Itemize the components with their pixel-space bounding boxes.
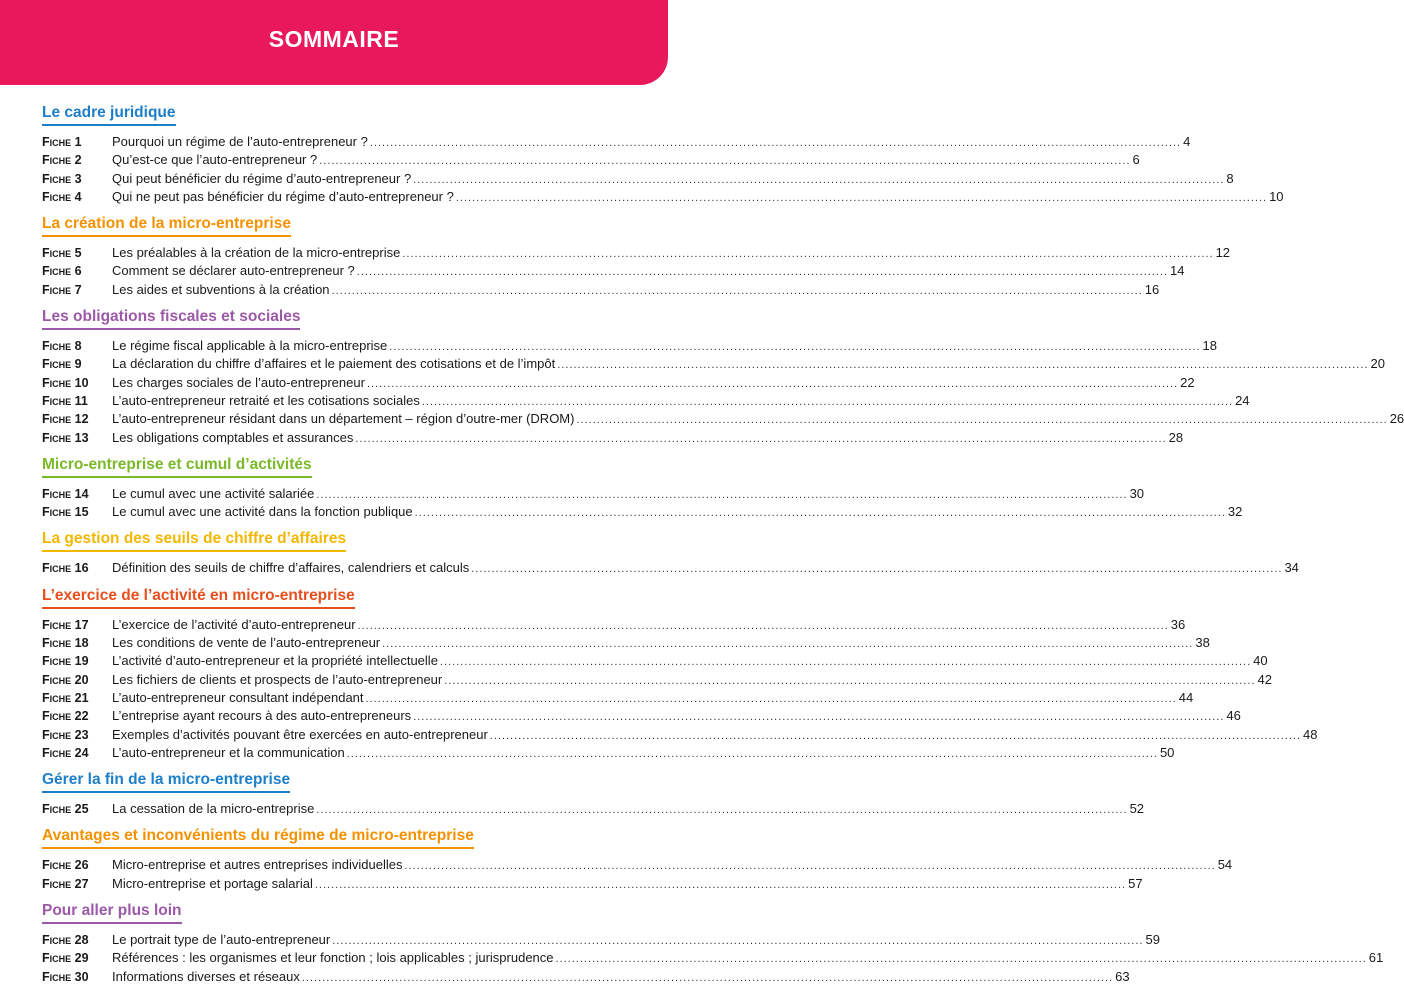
page-number: 10	[1269, 188, 1284, 204]
fiche-number: Fiche 27	[42, 876, 89, 891]
toc-entry[interactable]	[42, 875, 1143, 893]
page-number: 63	[1115, 968, 1130, 984]
page-number: 61	[1368, 950, 1384, 966]
toc-section	[42, 530, 1299, 577]
dot-leader	[456, 188, 1267, 207]
fiche-number: Fiche 26	[42, 858, 89, 873]
toc-entry[interactable]	[42, 262, 1185, 280]
toc-section	[42, 827, 1233, 893]
entry-title: Références : les organismes et leur fonction ; lois applicables ; jurisprudence	[112, 950, 554, 966]
page-number: 36	[1170, 616, 1186, 632]
fiche-number: Fiche 2	[42, 153, 82, 168]
dot-leader	[382, 634, 1193, 653]
entry-title: Le régime fiscal applicable à la micro-entreprise	[112, 338, 388, 354]
fiche-number: Fiche 18	[42, 636, 89, 651]
page-number: 38	[1195, 635, 1210, 651]
toc-entry[interactable]	[42, 726, 1318, 744]
fiche-number: Fiche 24	[42, 745, 89, 760]
fiche-number: Fiche 15	[42, 505, 89, 520]
page-number: 6	[1132, 152, 1140, 168]
entry-title: Exemples d’activités pouvant être exercées en auto-entrepreneur	[112, 726, 488, 742]
section-heading[interactable]: La gestion des seuils de chiffre d’affaires	[42, 530, 346, 552]
page-number: 14	[1170, 263, 1185, 279]
page-number: 40	[1253, 653, 1268, 669]
page-number: 44	[1178, 689, 1194, 705]
toc-entry[interactable]	[42, 355, 1385, 373]
fiche-number: Fiche 9	[42, 357, 82, 372]
dot-leader	[444, 671, 1255, 690]
entry-title: L’auto-entrepreneur et la communication	[112, 744, 345, 760]
entry-title: L’activité d’auto-entrepreneur et la propriété intellectuelle	[112, 653, 438, 669]
toc-section	[42, 771, 1145, 818]
page-number: 50	[1159, 744, 1175, 760]
entry-title: Qui peut bénéficier du régime d’auto-entrepreneur ?	[112, 170, 412, 186]
fiche-number: Fiche 12	[42, 412, 89, 427]
dot-leader	[557, 355, 1368, 374]
dot-leader	[576, 410, 1387, 429]
dot-leader	[357, 262, 1168, 281]
page-number: 32	[1227, 504, 1243, 520]
header-banner	[0, 0, 668, 85]
entry-title: Le cumul avec une activité salariée	[112, 485, 315, 501]
fiche-number: Fiche 29	[42, 951, 89, 966]
toc-section	[42, 215, 1231, 299]
toc-entry[interactable]	[42, 671, 1272, 689]
entry-title: Informations diverses et réseaux	[112, 968, 300, 984]
dot-leader	[415, 503, 1226, 522]
page-number: 42	[1257, 671, 1272, 687]
fiche-number: Fiche 1	[42, 135, 82, 149]
toc-entry[interactable]	[42, 949, 1384, 967]
dot-leader	[490, 726, 1301, 745]
entry-title: L’auto-entrepreneur retraité et les cotisations sociales	[112, 392, 420, 408]
toc-entry[interactable]	[42, 410, 1404, 428]
toc-entry[interactable]	[42, 429, 1184, 447]
fiche-number: Fiche 23	[42, 727, 89, 742]
section-heading[interactable]: Micro-entreprise et cumul d’activités	[42, 456, 312, 478]
toc-entry[interactable]	[42, 503, 1243, 521]
toc-entry[interactable]	[42, 689, 1194, 707]
fiche-number: Fiche 11	[42, 393, 88, 408]
toc-entry[interactable]	[42, 374, 1195, 392]
dot-leader	[370, 133, 1181, 152]
page-number: 57	[1128, 875, 1143, 891]
entry-title: Les aides et subventions à la création	[112, 281, 330, 297]
fiche-number: Fiche 8	[42, 339, 82, 354]
page-number: 46	[1226, 708, 1241, 724]
dot-leader	[367, 374, 1178, 393]
toc-entry[interactable]	[42, 151, 1140, 169]
dot-leader	[440, 652, 1251, 671]
dot-leader	[556, 949, 1367, 968]
toc-entry[interactable]	[42, 931, 1160, 949]
fiche-number: Fiche 25	[42, 802, 89, 817]
toc-entry[interactable]	[42, 744, 1175, 762]
dot-leader	[355, 429, 1166, 448]
dot-leader	[316, 485, 1127, 504]
fiche-number: Fiche 6	[42, 264, 82, 279]
toc-entry[interactable]	[42, 170, 1234, 188]
dot-leader	[471, 559, 1282, 578]
entry-title: La cessation de la micro-entreprise	[112, 801, 315, 817]
toc-entry[interactable]	[42, 968, 1130, 986]
page-number: 16	[1144, 281, 1160, 297]
toc-section	[42, 902, 1384, 986]
entry-title: Définition des seuils de chiffre d’affaires, calendriers et calculs	[112, 560, 470, 576]
entry-title: Les conditions de vente de l’auto-entrepreneur	[112, 635, 381, 651]
entry-title: L’entreprise ayant recours à des auto-entrepreneurs	[112, 708, 412, 724]
page-number: 22	[1180, 374, 1195, 390]
dot-leader	[315, 875, 1126, 894]
section-heading[interactable]: La création de la micro-entreprise	[42, 215, 291, 237]
toc-section	[42, 104, 1284, 206]
page-number: 52	[1129, 801, 1145, 817]
entry-title: Comment se déclarer auto-entrepreneur ?	[112, 263, 355, 279]
page-number: 24	[1235, 392, 1250, 408]
fiche-number: Fiche 30	[42, 969, 89, 984]
entry-title: Les obligations comptables et assurances	[112, 429, 354, 445]
toc-entry[interactable]	[42, 244, 1231, 262]
page-title: SOMMAIRE	[268, 26, 400, 52]
toc-entry[interactable]	[42, 616, 1186, 634]
toc-entry[interactable]	[42, 392, 1250, 410]
toc-section	[42, 455, 1243, 522]
toc-entry[interactable]	[42, 652, 1268, 670]
fiche-number: Fiche 20	[42, 672, 89, 687]
entry-title: L’auto-entrepreneur résidant dans un département – région d’outre-mer (DROM)	[112, 411, 575, 427]
entry-title: L’auto-entrepreneur consultant indépendant	[112, 689, 364, 705]
section-heading[interactable]: Avantages et inconvénients du régime de micro-entreprise	[42, 827, 474, 849]
dot-leader	[332, 931, 1143, 950]
entry-title: Pourquoi un régime de l’auto-entrepreneur ?	[112, 134, 368, 149]
dot-leader	[413, 170, 1224, 189]
entry-title: Les fichiers de clients et prospects de l’auto-entrepreneur	[112, 671, 443, 687]
fiche-number: Fiche 10	[42, 375, 89, 390]
fiche-number: Fiche 13	[42, 430, 89, 445]
page-number: 20	[1370, 356, 1385, 372]
page-number: 26	[1389, 411, 1404, 427]
fiche-number: Fiche 4	[42, 189, 82, 204]
section-heading[interactable]: Gérer la fin de la micro-entreprise	[42, 771, 290, 793]
fiche-number: Fiche 7	[42, 282, 82, 297]
fiche-number: Fiche 5	[42, 246, 82, 261]
section-heading[interactable]: Le cadre juridique	[42, 104, 176, 126]
dot-leader	[366, 689, 1177, 708]
entry-title: L’exercice de l’activité d’auto-entrepreneur	[112, 616, 356, 632]
dot-leader	[319, 151, 1130, 170]
dot-leader	[358, 616, 1169, 635]
page-number: 30	[1129, 485, 1145, 501]
toc-entry[interactable]	[42, 133, 1191, 151]
fiche-number: Fiche 14	[42, 486, 89, 501]
page-number: 4	[1183, 134, 1191, 149]
page-number: 28	[1168, 429, 1184, 445]
toc-entry[interactable]	[42, 281, 1160, 299]
entry-title: Qui ne peut pas bénéficier du régime d’auto-entrepreneur ?	[112, 188, 454, 204]
section-heading[interactable]: L’exercice de l’activité en micro-entreprise	[42, 587, 355, 609]
entry-title: Le portrait type de l’auto-entrepreneur	[112, 932, 331, 948]
entry-title: Micro-entreprise et portage salarial	[112, 875, 313, 891]
section-heading[interactable]: Les obligations fiscales et sociales	[42, 308, 300, 330]
toc-entry[interactable]	[42, 188, 1284, 206]
fiche-number: Fiche 21	[42, 690, 89, 705]
dot-leader	[302, 968, 1113, 987]
dot-leader	[389, 337, 1200, 356]
toc-entry[interactable]	[42, 634, 1210, 652]
toc-entry[interactable]	[42, 800, 1145, 818]
entry-title: Le cumul avec une activité dans la fonction publique	[112, 504, 413, 520]
table-of-contents	[42, 104, 1404, 995]
toc-section	[42, 308, 1404, 447]
section-heading[interactable]: Pour aller plus loin	[42, 902, 182, 924]
fiche-number: Fiche 19	[42, 654, 89, 669]
fiche-number: Fiche 28	[42, 933, 89, 948]
toc-entry[interactable]	[42, 559, 1299, 577]
fiche-number: Fiche 22	[42, 709, 89, 724]
fiche-number: Fiche 17	[42, 617, 89, 632]
fiche-number: Fiche 16	[42, 561, 89, 576]
page-number: 34	[1284, 560, 1299, 576]
toc-entry[interactable]	[42, 485, 1145, 503]
entry-title: Les préalables à la création de la micro-entreprise	[112, 245, 401, 261]
dot-leader	[347, 744, 1158, 763]
page-number: 8	[1226, 170, 1234, 186]
page-number: 12	[1215, 245, 1231, 261]
entry-title: Qu’est-ce que l’auto-entrepreneur ?	[112, 152, 318, 168]
dot-leader	[316, 800, 1127, 819]
page-number: 54	[1217, 857, 1233, 873]
entry-title: La déclaration du chiffre d’affaires et le paiement des cotisations et de l’impôt	[112, 356, 556, 372]
dot-leader	[413, 707, 1224, 726]
entry-title: Les charges sociales de l’auto-entrepreneur	[112, 374, 365, 390]
fiche-number: Fiche 3	[42, 171, 82, 186]
dot-leader	[332, 281, 1143, 300]
dot-leader	[402, 244, 1213, 263]
page-number: 48	[1303, 726, 1318, 742]
page-number: 18	[1202, 338, 1217, 354]
toc-section	[42, 586, 1318, 762]
toc-entry[interactable]	[42, 707, 1241, 725]
toc-entry[interactable]	[42, 337, 1217, 355]
toc-entry[interactable]	[42, 856, 1233, 874]
dot-leader	[404, 856, 1215, 875]
entry-title: Micro-entreprise et autres entreprises individuelles	[112, 857, 403, 873]
dot-leader	[422, 392, 1233, 411]
page-number: 59	[1145, 932, 1160, 948]
